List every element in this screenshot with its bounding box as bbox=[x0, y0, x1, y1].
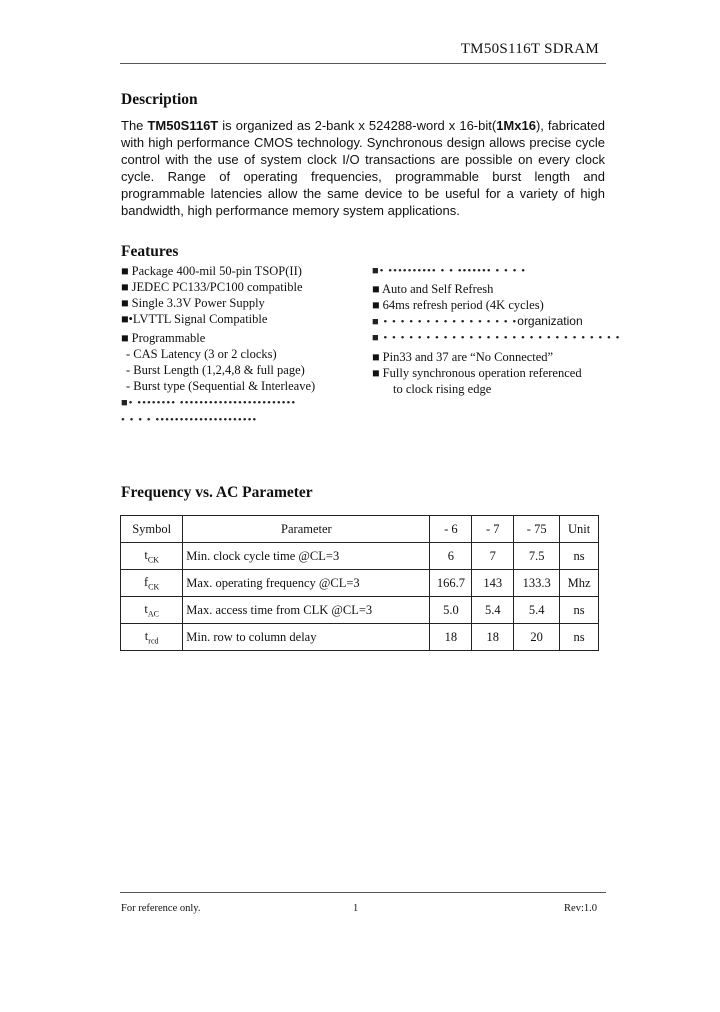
feature-subitem: - CAS Latency (3 or 2 clocks) bbox=[126, 347, 277, 361]
column-header: - 75 bbox=[514, 516, 560, 543]
features-left-list bbox=[121, 263, 315, 394]
symbol-cell: $t_{rcd}$ bbox=[121, 624, 183, 651]
part-number: TM50S116T bbox=[147, 118, 219, 133]
value-cell: 20 bbox=[514, 624, 560, 651]
value-cell: 143 bbox=[472, 570, 514, 597]
feature-item: ■ 64ms refresh period (4K cycles) bbox=[372, 298, 544, 312]
feature-item: ■ • • • • • • • • • • • • • • • •organization bbox=[372, 314, 583, 328]
garbled-text-line: ■ • • • • • • • • • • • • • • • • • • • • • • • • • • • • bbox=[372, 332, 621, 344]
unit-cell: ns bbox=[560, 597, 599, 624]
table-header-row bbox=[121, 516, 599, 543]
footer-divider bbox=[120, 892, 606, 893]
feature-item: ■•LVTTL Signal Compatible bbox=[121, 312, 268, 326]
feature-item: ■ Single 3.3V Power Supply bbox=[121, 296, 265, 310]
unit-cell: ns bbox=[560, 624, 599, 651]
parameter-cell: Min. clock cycle time @CL=3 bbox=[183, 543, 430, 570]
feature-item: ■ Programmable bbox=[121, 331, 206, 345]
column-header: Symbol bbox=[121, 516, 183, 543]
value-cell: 5.0 bbox=[430, 597, 472, 624]
garbled-text-line: ■• •••••••• •••••••••••••••••••••••• bbox=[121, 397, 297, 409]
feature-item-continuation: to clock rising edge bbox=[393, 382, 492, 396]
symbol-cell: $t_{AC}$ bbox=[121, 597, 183, 624]
features-right-list bbox=[372, 263, 620, 397]
column-header: Parameter bbox=[183, 516, 430, 543]
feature-subitem: - Burst type (Sequential & Interleave) bbox=[126, 379, 316, 393]
frequency-table bbox=[120, 515, 599, 651]
garbled-text-line: • • • • ••••••••••••••••••••• bbox=[121, 414, 258, 426]
table-row bbox=[121, 597, 599, 624]
value-cell: 5.4 bbox=[514, 597, 560, 624]
revision-label: Rev:1.0 bbox=[564, 903, 597, 914]
parameter-cell: Max. operating frequency @CL=3 bbox=[183, 570, 430, 597]
feature-item: ■ Auto and Self Refresh bbox=[372, 282, 494, 296]
description-heading: Description bbox=[121, 91, 198, 108]
column-header: - 6 bbox=[430, 516, 472, 543]
unit-cell: Mhz bbox=[560, 570, 599, 597]
footer-reference-note: For reference only. bbox=[121, 903, 201, 914]
document-header-title: TM50S116T SDRAM bbox=[460, 41, 599, 57]
value-cell: 7.5 bbox=[514, 543, 560, 570]
organization-value: 1Mx16 bbox=[496, 118, 536, 133]
frequency-heading: Frequency vs. AC Parameter bbox=[121, 484, 313, 501]
column-header: Unit bbox=[560, 516, 599, 543]
value-cell: 5.4 bbox=[472, 597, 514, 624]
parameter-cell: Max. access time from CLK @CL=3 bbox=[183, 597, 430, 624]
features-heading: Features bbox=[121, 243, 179, 260]
header-divider bbox=[120, 63, 606, 64]
description-paragraph: The TM50S116T is organized as 2-bank x 524288-word x 16-bit(1Mx16), fabricated with high performance CMOS technology. Synchronous design allows precise cycle control with the use of system clock I/O transactions are possible on every clock cycle. Range of operating frequencies, programmable burst length and programmable latencies allow the same device to be useful for a variety of high bandwidth, high performance memory system applications. bbox=[121, 118, 605, 218]
feature-subitem: - Burst Length (1,2,4,8 & full page) bbox=[126, 363, 305, 377]
value-cell: 166.7 bbox=[430, 570, 472, 597]
feature-item: ■ Package 400-mil 50-pin TSOP(II) bbox=[121, 264, 302, 278]
feature-item: ■ Pin33 and 37 are “No Connected” bbox=[372, 350, 554, 364]
value-cell: 133.3 bbox=[514, 570, 560, 597]
parameter-cell: Min. row to column delay bbox=[183, 624, 430, 651]
table-row bbox=[121, 624, 599, 651]
value-cell: 18 bbox=[472, 624, 514, 651]
garbled-text-line: ■• •••••••••• • • ••••••• • • • • bbox=[372, 265, 527, 277]
table-row bbox=[121, 570, 599, 597]
value-cell: 7 bbox=[472, 543, 514, 570]
page-number: 1 bbox=[353, 903, 359, 914]
feature-item: ■ Fully synchronous operation referenced bbox=[372, 366, 582, 380]
table-row bbox=[121, 543, 599, 570]
feature-item: ■ JEDEC PC133/PC100 compatible bbox=[121, 280, 303, 294]
value-cell: 18 bbox=[430, 624, 472, 651]
symbol-cell: $t_{CK}$ bbox=[121, 543, 183, 570]
symbol-cell: $f_{CK}$ bbox=[121, 570, 183, 597]
column-header: - 7 bbox=[472, 516, 514, 543]
value-cell: 6 bbox=[430, 543, 472, 570]
unit-cell: ns bbox=[560, 543, 599, 570]
